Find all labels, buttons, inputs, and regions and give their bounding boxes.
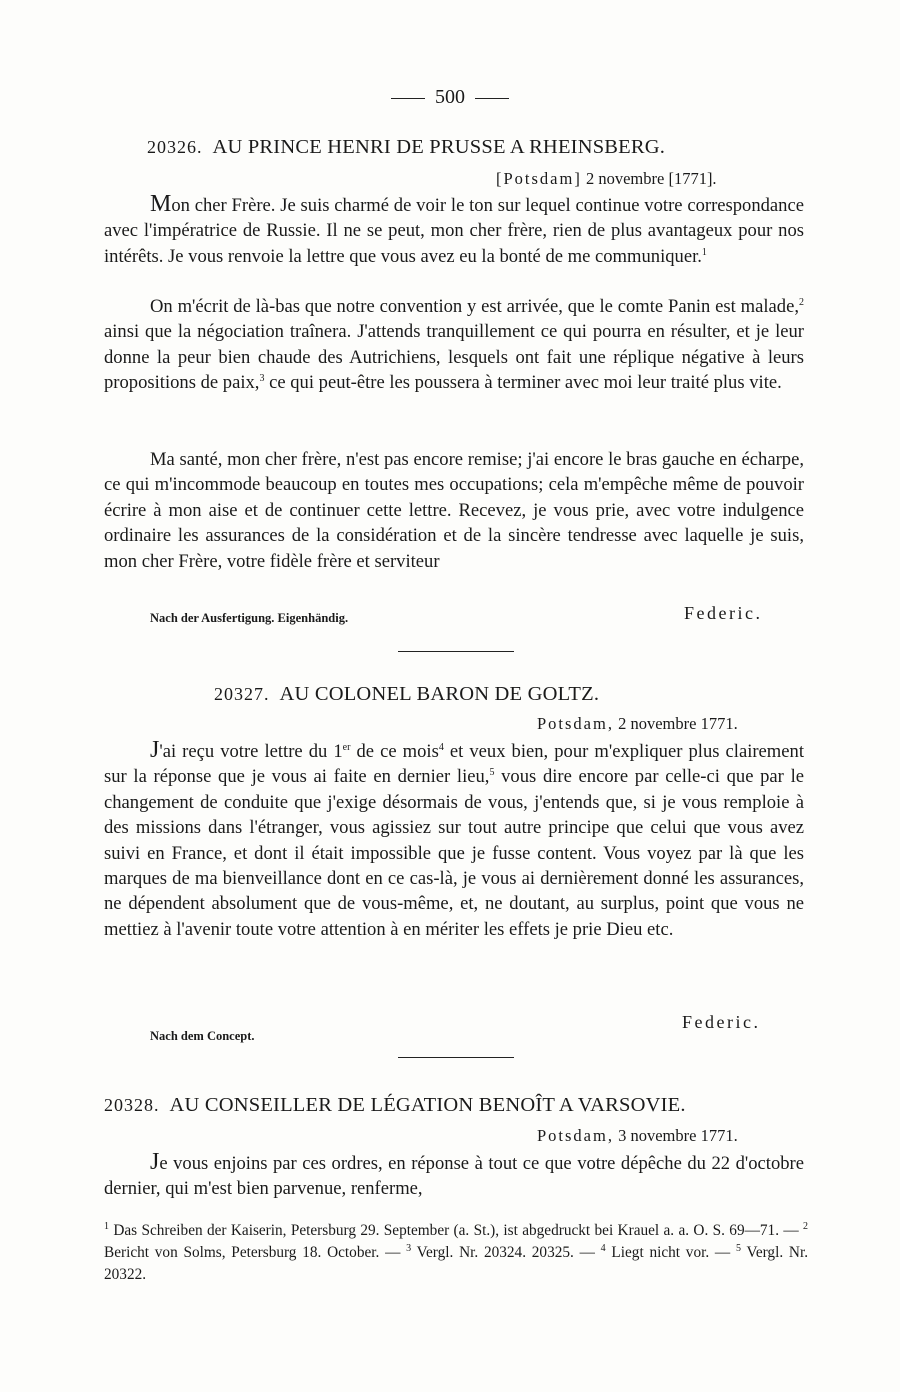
footnote-mark: 5	[735, 1242, 741, 1254]
letter-paragraph	[104, 1150, 804, 1202]
letter-heading	[147, 136, 665, 159]
footnote-mark: 2	[803, 1220, 808, 1232]
signature: Federic.	[682, 1012, 761, 1032]
paragraph-text: ainsi que la négociation traînera. J'attends tranquillement ce qui pourra en résulter, et je leur donne la peur bien chaude des Autrichiens, lesquels ont fait une réplique négative à leurs propositions de paix,	[104, 321, 804, 394]
paragraph-text: on cher Frère. Je suis charmé de voir le ton sur lequel continue votre correspondance avec l'impératrice de Russie. Il ne se peut, mon cher frère, rien de plus avantageux pour nos intérêts. Je vous renvoie la lettre que vous avez eu la bonté de me communiquer.	[104, 195, 804, 267]
drop-cap: J	[150, 1149, 160, 1175]
footnote-mark: 3	[406, 1242, 412, 1254]
paragraph-text: vous dire encore par celle-ci que par le changement de conduite que j'exige désormais de vous, j'entends que, si je vous remploie à des missions dans l'étranger, vous agissiez sur tout autre principe que celui que vous avez suivi en France, et dont il était impossible que je fusse content. Vous voyez par là que les marques de ma bienveillance dont en ce cas-là, je vous ai dernièrement donné les assurances, ne dépendent absolument que de vous-même, et, ne doutant, au surplus, point que vous ne mettiez à l'avenir toute votre attention à en mériter les effets je prie Dieu etc.	[104, 766, 804, 940]
signature: Federic.	[684, 603, 763, 623]
page-number-dash-right	[475, 98, 509, 99]
page-number: 500	[435, 86, 465, 108]
footnote-text: Vergl. Nr. 20322.	[104, 1244, 809, 1283]
footnotes	[104, 1220, 808, 1286]
footnote-text: Das Schreiben der Kaiserin, Petersburg 29. September (a. St.), ist abgedruckt bei Krauel a. a. O. S. 69—71. —	[113, 1222, 799, 1239]
footnote-text: Bericht von Solms, Petersburg 18. October. —	[104, 1244, 401, 1261]
letter-dateline	[537, 714, 738, 734]
source-note: Nach der Ausfertigung. Eigenhändig.	[150, 611, 349, 625]
footnote-ref: 2	[799, 296, 804, 308]
paragraph-text: Ma santé, mon cher frère, n'est pas encore remise; j'ai encore le bras gauche en écharpe, ce qui m'incommode beaucoup en toutes mes occupations; cela m'empêche même de pouvoir écrire à mon aise et de continuer cette lettre. Recevez, je vous prie, avec votre indulgence ordinaire les assurances de la considération et de la sincère tendresse avec laquelle je suis, mon cher Frère, votre fidèle frère et serviteur	[104, 449, 804, 572]
letter-paragraph	[104, 447, 804, 574]
footnote-mark: 4	[600, 1242, 606, 1254]
footnote-ref: 5	[489, 767, 495, 779]
page-number-dash-left	[391, 98, 425, 99]
section-divider	[398, 1057, 514, 1058]
letter-heading	[214, 683, 599, 706]
letter-date: 2 novembre [1771].	[585, 169, 717, 188]
letter-date: 3 novembre 1771.	[618, 1126, 738, 1145]
footnote-text: Vergl. Nr. 20324. 20325. —	[416, 1244, 595, 1261]
drop-cap: M	[150, 191, 172, 217]
footnote-ref: 4	[438, 741, 444, 753]
letter-number: 20327.	[214, 684, 270, 704]
paragraph-text: 'ai reçu votre lettre du 1	[159, 741, 343, 762]
paragraph-text: ce qui peut-être les poussera à terminer avec moi leur traité plus vite.	[264, 372, 782, 394]
letter-number: 20328.	[104, 1095, 160, 1115]
footnote-ref: 1	[701, 246, 707, 258]
letter-title: AU PRINCE HENRI DE PRUSSE A RHEINSBERG.	[212, 136, 666, 158]
letter-dateline	[496, 169, 717, 189]
letter-title: AU CONSEILLER DE LÉGATION BENOÎT A VARSOVIE.	[169, 1094, 686, 1116]
letter-place: [Potsdam]	[496, 169, 582, 188]
paragraph-text: de ce mois	[350, 741, 439, 762]
ordinal-suffix: er	[342, 741, 351, 753]
paragraph-text: e vous enjoins par ces ordres, en réponse à tout ce que votre dépêche du 22 d'octobre dernier, qui m'est bien parvenue, renferme,	[104, 1153, 804, 1200]
paragraph-text: On m'écrit de là-bas que notre convention y est arrivée, que le comte Panin est malade,	[150, 296, 799, 317]
paragraph-text: et veux bien, pour m'expliquer plus clairement sur la réponse que je vous ai faite en dernier lieu,	[104, 741, 804, 788]
page-number-line	[0, 86, 900, 109]
letter-heading	[104, 1094, 686, 1117]
letter-title: AU COLONEL BARON DE GOLTZ.	[279, 683, 600, 705]
footnote-text: Liegt nicht vor. —	[611, 1244, 731, 1261]
letter-paragraph	[104, 738, 804, 942]
drop-cap: J	[150, 737, 160, 763]
letter-number: 20326.	[147, 137, 203, 157]
section-divider	[398, 651, 514, 652]
footnote-mark: 1	[104, 1220, 109, 1232]
letter-place: Potsdam,	[537, 714, 614, 733]
letter-paragraph	[104, 192, 804, 269]
letter-place: Potsdam,	[537, 1126, 614, 1145]
letter-dateline	[537, 1126, 738, 1146]
source-note: Nach dem Concept.	[150, 1029, 255, 1043]
letter-paragraph	[104, 294, 804, 396]
footnote-ref: 3	[259, 373, 265, 385]
letter-date: 2 novembre 1771.	[618, 714, 738, 733]
